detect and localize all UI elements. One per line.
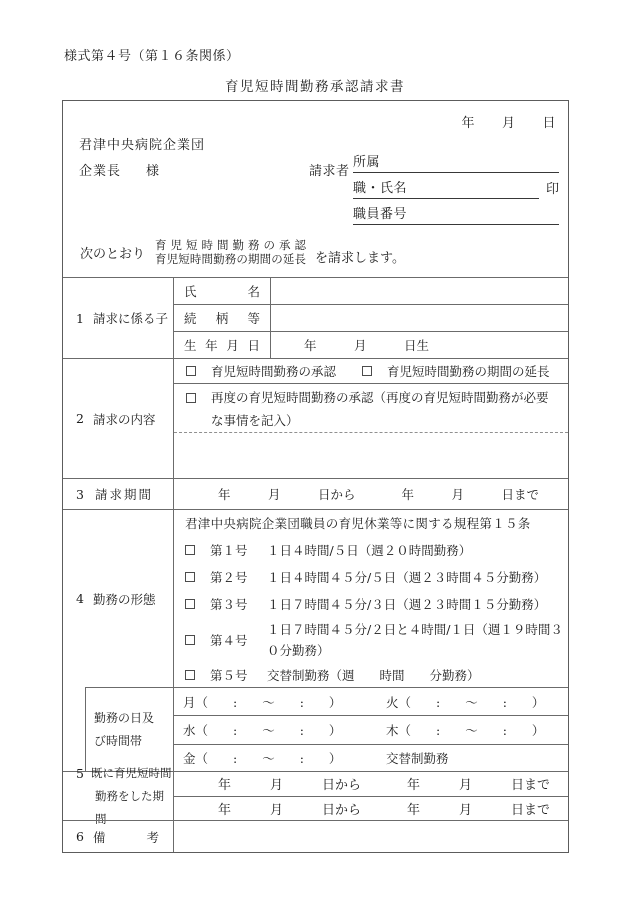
checkbox-approval-icon [186, 366, 196, 376]
schedule-row-mon-tue [174, 688, 568, 715]
option-2-row [185, 563, 568, 590]
row-request-content [63, 358, 568, 478]
remarks-value [174, 821, 568, 852]
row-remarks-label: 備考 [92, 829, 159, 845]
option-5-desc: 交替制勤務（週 時間 分勤務） [267, 667, 480, 683]
child-relation-labelcell [174, 305, 271, 331]
date-day-label: 日 [542, 116, 556, 131]
schedule-friday: 金（ : ～ : ） [183, 751, 342, 767]
period-from: 年 月 日から [218, 487, 356, 502]
request-type-again: 再度の育児短時間勤務の承認（再度の育児短時間勤務が必要な事情を記入） [211, 390, 549, 428]
row-request-period [63, 478, 568, 509]
row-work-style-number: 4 [76, 591, 84, 606]
previous-period-1-from: 年 月 日から [218, 778, 362, 794]
child-relation-row [174, 304, 568, 331]
child-birthdate-labelcell [174, 332, 271, 358]
child-relation-value [271, 305, 568, 331]
form-header [63, 101, 568, 277]
option-3-number: 第３号 [210, 596, 248, 612]
regulation-reference: 君津中央病院企業団職員の育児休業等に関する規程第１５条 [185, 516, 531, 531]
period-to: 年 月 日まで [401, 487, 540, 502]
row-work-style-label: 勤務の形態 [92, 591, 156, 607]
work-schedule-left-strip [63, 687, 85, 772]
row-remarks-header [63, 821, 174, 852]
option-2-number: 第２号 [210, 569, 248, 585]
row-previous-period-number: 5 [76, 765, 84, 781]
requester-fields [353, 147, 559, 225]
child-name-label: 氏名 [184, 284, 260, 299]
row-work-style [63, 509, 568, 771]
option-1-desc: １日４時間/５日（週２０時間勤務） [267, 542, 472, 558]
checkbox-option-1-icon [185, 545, 195, 555]
previous-period-2-to: 年 月 日まで [407, 802, 551, 818]
previous-period-2-from: 年 月 日から [218, 802, 362, 818]
name-label: 職・氏名 [353, 181, 408, 196]
row-request-content-body [174, 359, 568, 478]
request-period-value [174, 479, 568, 509]
previous-period-label-line1-wrap [76, 762, 171, 785]
work-schedule-label: 勤務の日及び時間帯 [85, 687, 174, 772]
intro-options [155, 238, 306, 266]
organization-name: 君津中央病院企業団 [79, 138, 206, 153]
row-child-content [174, 278, 568, 358]
work-schedule-rows [174, 687, 568, 772]
checkbox-option-4-icon [185, 635, 195, 645]
schedule-thursday: 木（ : ～ : ） [386, 722, 545, 738]
child-name-value [271, 278, 568, 304]
checkbox-option-5-icon [185, 670, 195, 680]
intro-prefix: 次のとおり [80, 246, 146, 262]
option-5-row [185, 662, 568, 687]
option-2-desc: １日４時間４５分/５日（週２３時間４５分勤務） [267, 569, 547, 585]
seal-label: 印 [545, 182, 559, 197]
previous-period-row-2 [174, 796, 568, 821]
row-child [63, 277, 568, 358]
intro-suffix: を請求します。 [315, 251, 405, 266]
schedule-monday: 月（ : ～ : ） [183, 694, 342, 710]
employee-number-row [353, 199, 559, 225]
work-style-options [174, 510, 568, 687]
employee-number-field [353, 203, 559, 225]
name-field [353, 177, 539, 199]
date-month-label: 月 [501, 116, 516, 131]
form-border-box [62, 100, 569, 853]
row-request-period-label: 請求期間 [94, 487, 153, 502]
row-request-content-header [63, 359, 174, 478]
option-4-number: 第４号 [210, 632, 248, 648]
addressee-label: 企業長 [79, 164, 122, 179]
schedule-tuesday: 火（ : ～ : ） [386, 694, 545, 710]
row-work-style-header [63, 510, 174, 687]
request-type-approval: 育児短時間勤務の承認 [211, 364, 337, 379]
option-4-desc: １日７時間４５分/２日と４時間/１日（週１９時間３０分勤務） [267, 621, 563, 658]
previous-period-rows [174, 772, 568, 820]
child-birthdate-row [174, 331, 568, 358]
checkbox-option-2-icon [185, 572, 195, 582]
work-style-top [63, 510, 568, 687]
option-3-row [185, 590, 568, 617]
child-birthdate-value: 年 月 日生 [304, 338, 430, 353]
row-request-content-label: 請求の内容 [92, 411, 156, 427]
option-4-row [185, 617, 568, 662]
request-type-row [174, 359, 568, 384]
form-number: 様式第４号（第１６条関係） [64, 49, 240, 64]
checkbox-again-icon [186, 393, 196, 403]
child-name-row [174, 278, 568, 304]
request-type-again-row [174, 384, 568, 433]
option-1-number: 第１号 [210, 542, 248, 558]
option-5-number: 第５号 [210, 667, 248, 683]
row-remarks-number: 6 [76, 829, 84, 844]
child-relation-label: 続柄等 [184, 311, 260, 326]
date-year-label: 年 [461, 116, 475, 131]
checkbox-option-3-icon [185, 599, 195, 609]
previous-period-1-to: 年 月 日まで [407, 778, 551, 794]
previous-period-row-1 [174, 772, 568, 796]
row-previous-period-header [63, 765, 174, 826]
affiliation-row [353, 147, 559, 173]
row-child-header [63, 278, 174, 358]
intro-option-approval: 育児短時間勤務の承認 [155, 238, 307, 252]
row-remarks [63, 820, 568, 852]
schedule-row-fri-shift [174, 744, 568, 772]
affiliation-label: 所属 [353, 155, 381, 170]
request-reason-blank [174, 433, 568, 478]
affiliation-field [353, 151, 559, 173]
row-previous-period [63, 765, 568, 826]
row-child-number: 1 [76, 310, 84, 326]
row-request-content-number: 2 [76, 411, 84, 426]
row-request-period-number: 3 [76, 486, 86, 502]
intro-option-extension: 育児短時間勤務の期間の延長 [155, 252, 307, 266]
previous-period-label-line2: 勤務をした期間 [95, 788, 164, 826]
schedule-wednesday: 水（ : ～ : ） [183, 722, 342, 738]
previous-period-label-line1: 既に育児短時間 [90, 765, 172, 780]
request-intro [80, 238, 405, 266]
row-request-period-header [63, 479, 174, 509]
addressee-honorific: 様 [146, 164, 160, 179]
employee-number-label: 職員番号 [353, 207, 408, 222]
request-type-extension: 育児短時間勤務の期間の延長 [387, 364, 550, 379]
schedule-shiftwork: 交替制勤務 [386, 751, 449, 767]
schedule-row-wed-thu [174, 715, 568, 743]
work-schedule-section [63, 687, 568, 772]
date-line [461, 112, 556, 131]
child-name-labelcell [174, 278, 271, 304]
requester-label: 請求者 [309, 164, 350, 179]
option-1-row [185, 536, 568, 563]
option-3-desc: １日７時間４５分/３日（週２３時間１５分勤務） [267, 596, 547, 612]
child-birthdate-label: 生年月日 [184, 338, 260, 353]
document-title: 育児短時間勤務承認請求書 [225, 79, 405, 95]
row-child-label: 請求に係る子 [92, 311, 168, 326]
name-row [353, 173, 559, 199]
checkbox-extension-icon [362, 366, 372, 376]
